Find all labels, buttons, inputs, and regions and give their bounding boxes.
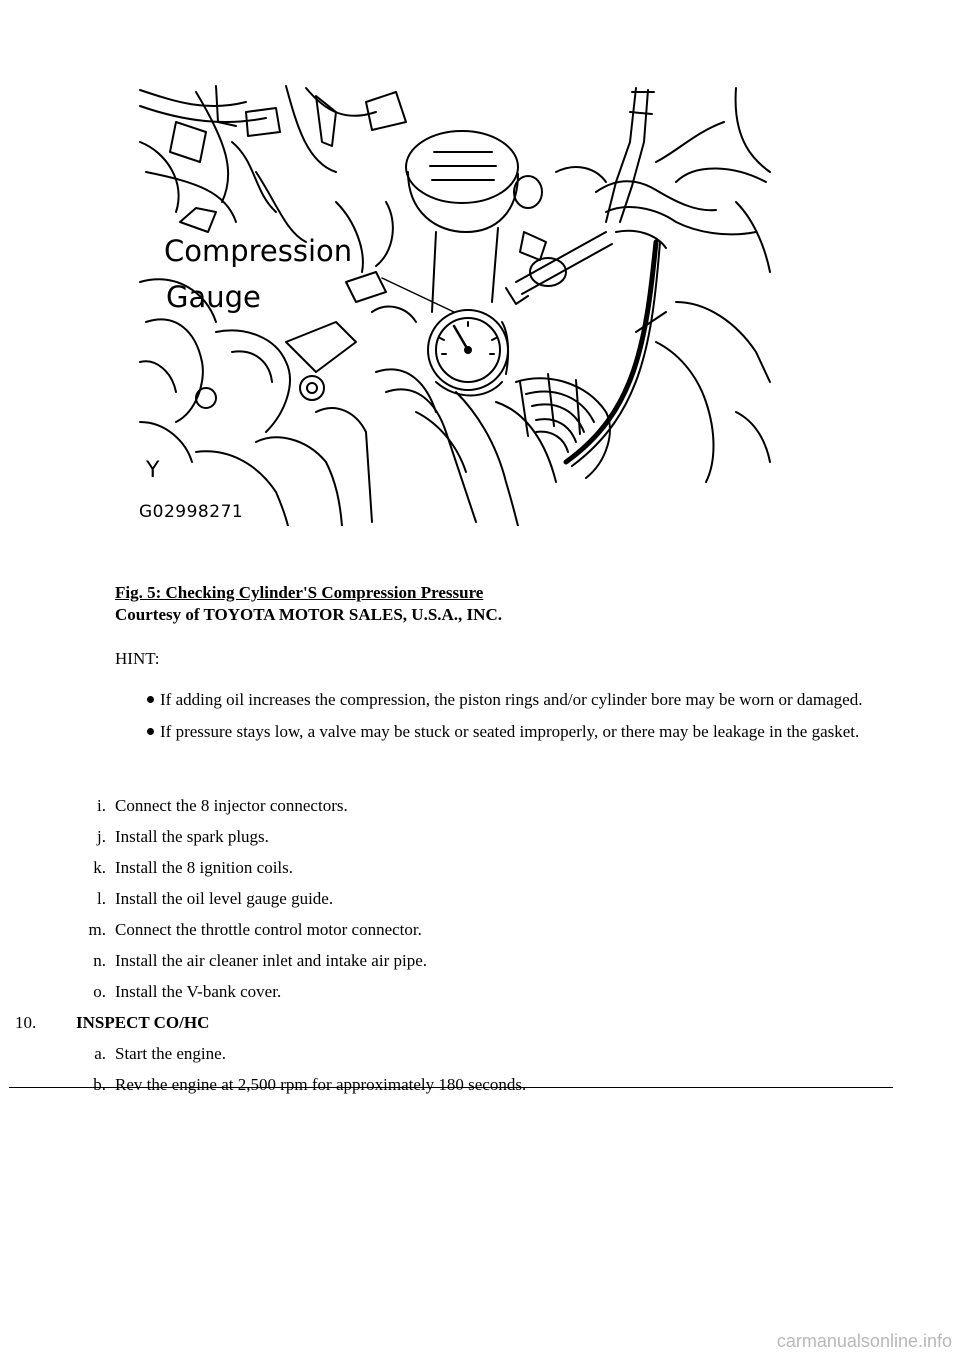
figure-label-gauge: Gauge: [166, 280, 261, 314]
hint-bullet-text: If adding oil increases the compression, the piston rings and/or cylinder bore may be worn or damaged.: [160, 690, 863, 709]
section-title: INSPECT CO/HC: [76, 1013, 210, 1032]
bullet-dot-icon: [147, 728, 154, 735]
step-text: Install the air cleaner inlet and intake air pipe.: [115, 951, 428, 970]
hint-bullet-item: [160, 721, 900, 743]
step-marker: k.: [93, 858, 106, 877]
figure-caption-credit: Courtesy of TOYOTA MOTOR SALES, U.S.A., INC.: [115, 605, 502, 624]
figure-code: G02998271: [139, 502, 244, 522]
figure-label-compression: Compression: [164, 234, 353, 268]
step-marker: o.: [93, 982, 106, 1001]
step-text: Install the spark plugs.: [115, 827, 269, 846]
hint-bullet-list: [160, 689, 900, 753]
step-text: Start the engine.: [115, 1044, 226, 1063]
figure-caption: [115, 582, 502, 626]
step-marker: j.: [97, 827, 106, 846]
hint-bullet-item: [160, 689, 900, 711]
step-text: Install the V-bank cover.: [115, 982, 282, 1001]
figure-caption-title: Fig. 5: Checking Cylinder'S Compression Pressure: [115, 583, 484, 602]
step-marker: b.: [93, 1075, 106, 1094]
step-marker: m.: [88, 920, 106, 939]
hint-bullet-text: If pressure stays low, a valve may be stuck or seated improperly, or there may be leakage in the gasket.: [160, 722, 860, 741]
bullet-dot-icon: [147, 696, 154, 703]
step-text: Connect the 8 injector connectors.: [115, 796, 348, 815]
site-watermark: carmanualsonline.info: [776, 1331, 952, 1351]
step-text: Rev the engine at 2,500 rpm for approximately 180 seconds.: [115, 1075, 527, 1094]
step-marker: l.: [97, 889, 106, 908]
step-text: Install the oil level gauge guide.: [115, 889, 334, 908]
page-divider: [9, 1087, 893, 1088]
figure-corner-mark: Y: [146, 458, 160, 483]
compression-gauge-illustration: [136, 82, 772, 526]
step-text: Connect the throttle control motor connector.: [115, 920, 422, 939]
step-marker: a.: [94, 1044, 106, 1063]
step-text: Install the 8 ignition coils.: [115, 858, 294, 877]
section-number: 10.: [15, 1013, 37, 1032]
step-marker: n.: [93, 951, 106, 970]
step-marker: i.: [97, 796, 106, 815]
hint-label: HINT:: [115, 649, 160, 668]
